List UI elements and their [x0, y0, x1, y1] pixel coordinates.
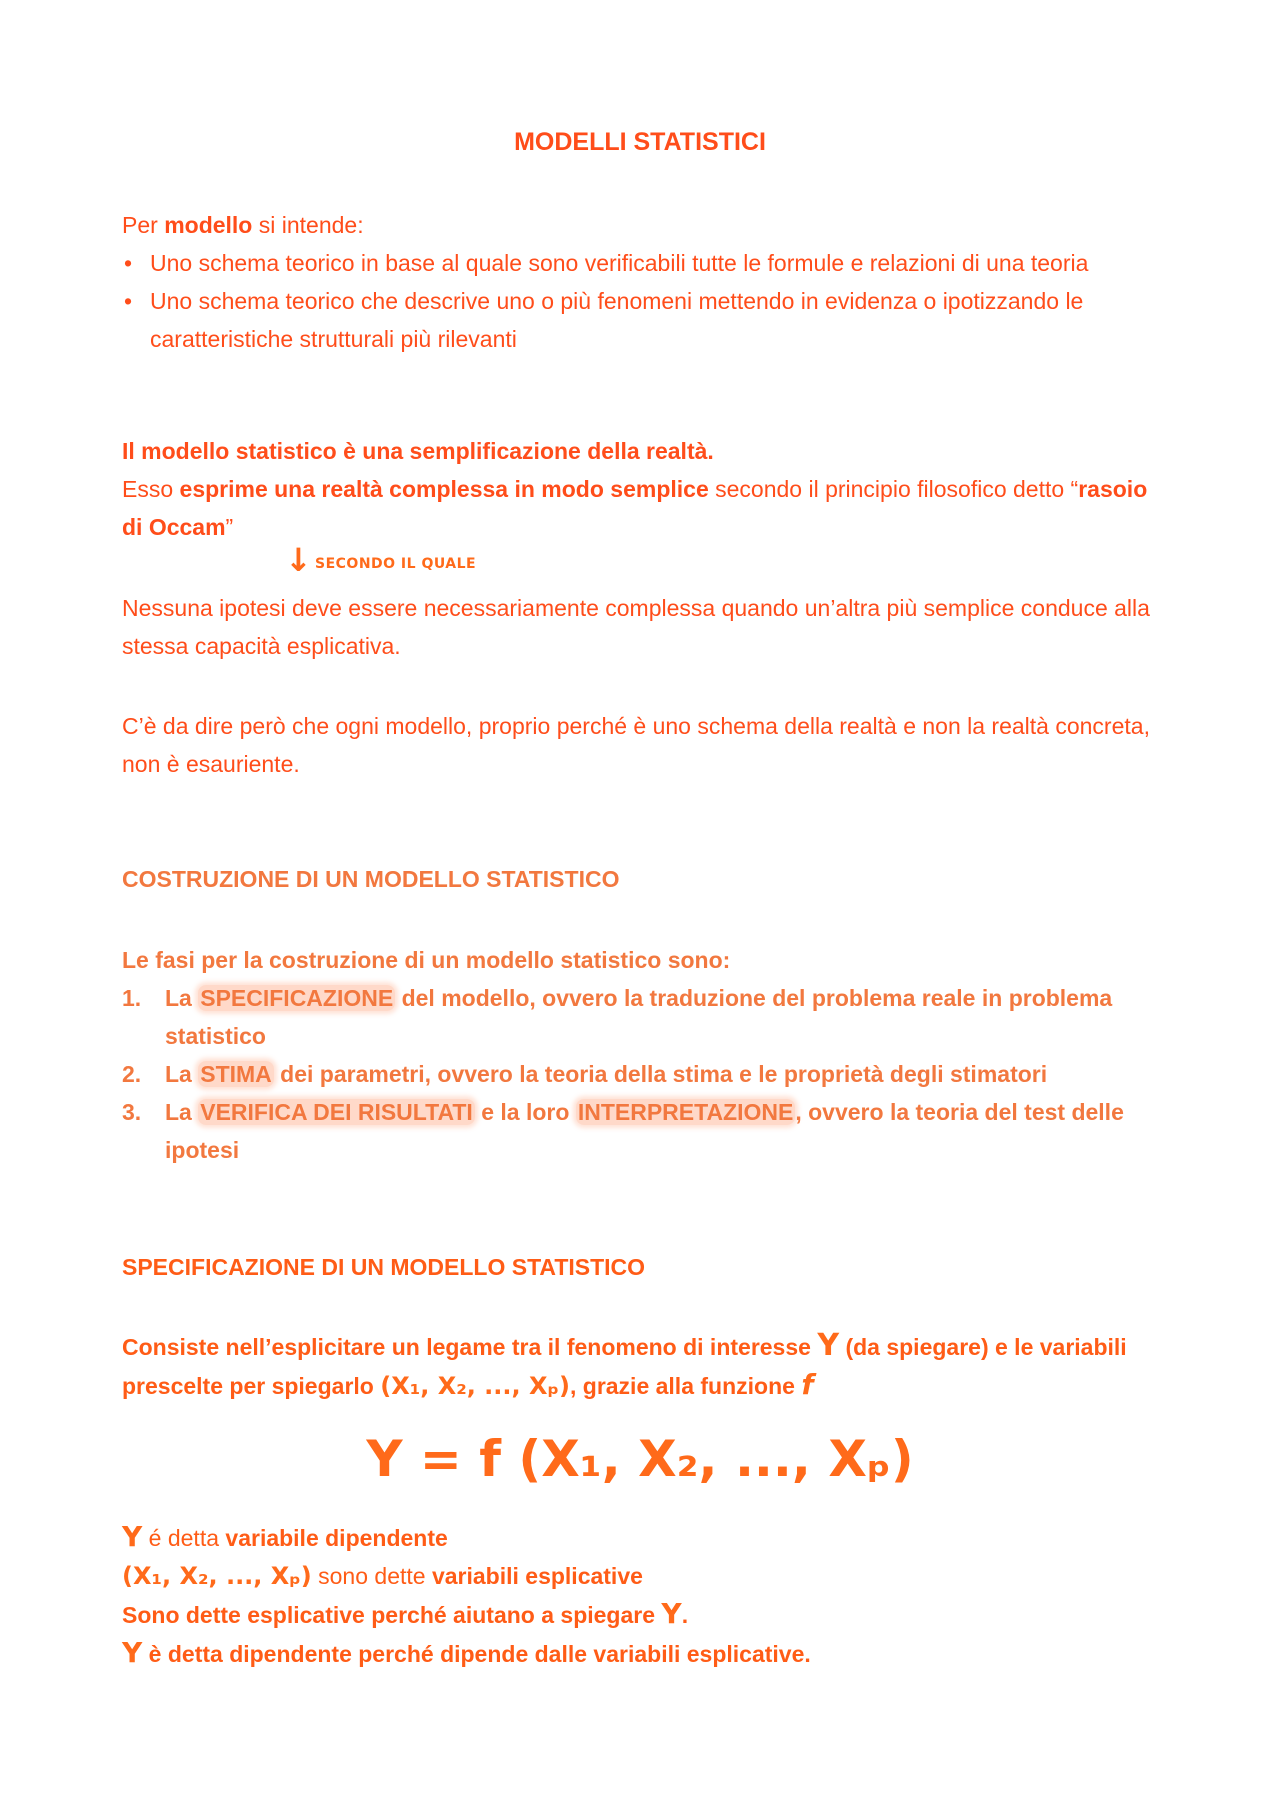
definition-line-3: [122, 1595, 1162, 1634]
bullet-item: • Uno schema teorico in base al quale sono verificabili tutte le formule e relazioni di una teoria: [122, 244, 1152, 282]
simplification-block: [122, 432, 1152, 546]
symbol-x-vars: (X₁, X₂, ..., Xₚ): [380, 1372, 570, 1400]
phase-text: e la loro: [474, 1099, 576, 1125]
down-arrow-icon: ↓: [285, 541, 312, 579]
model-formula: Y = f (X₁, X₂, ..., Xₚ): [366, 1430, 914, 1488]
phase-item-1: [122, 979, 1162, 1055]
annotation-note: SECONDO IL QUALE: [315, 556, 477, 572]
construction-intro: Le fasi per la costruzione di un modello statistico sono:: [122, 947, 731, 973]
symbol-x-vars: (X₁, X₂, ..., Xₚ): [122, 1562, 312, 1590]
simplification-text-2: secondo il principio filosofico detto “: [708, 476, 1079, 502]
phase-text: dei parametri, ovvero la teoria della stima e le proprietà degli stimatori: [273, 1061, 1048, 1087]
def-text: Sono dette esplicative perché aiutano a spiegare: [122, 1602, 662, 1628]
phase-text: La: [165, 1099, 199, 1125]
spec-text: Consiste nell’esplicitare un legame tra il fenomeno di interesse: [122, 1334, 818, 1360]
def-bold: variabile dipendente: [225, 1525, 448, 1551]
def-text: é detta: [142, 1525, 226, 1551]
intro-prefix: Per: [122, 212, 165, 238]
spec-text: (da spiegare) e le variabili prescelte per spiegarlo: [122, 1334, 1127, 1399]
simplification-text-3: ”: [225, 514, 234, 540]
definition-line-4: [122, 1634, 1162, 1673]
def-text: .: [681, 1602, 689, 1628]
symbol-f: f: [801, 1368, 814, 1401]
specification-paragraph: [122, 1327, 1162, 1405]
simplification-heading: Il modello statistico è una semplificazione della realtà.: [122, 438, 714, 464]
def-text: sono dette: [311, 1563, 432, 1589]
definitions-block: [122, 1518, 1162, 1673]
intro-block: [122, 206, 1152, 358]
phase-number: 3.: [122, 1099, 142, 1125]
symbol-y: Y: [122, 1520, 143, 1553]
specification-heading: SPECIFICAZIONE DI UN MODELLO STATISTICO: [122, 1254, 646, 1280]
phase-text: , ovvero la teoria del test delle ipotesi: [165, 1099, 1124, 1163]
phase-number: 1.: [122, 985, 142, 1011]
highlighted-term: VERIFICA DEI RISULTATI: [200, 1099, 473, 1125]
simplification-paragraph: [122, 470, 1152, 546]
construction-heading: COSTRUZIONE DI UN MODELLO STATISTICO: [122, 866, 620, 892]
highlighted-term: STIMA: [200, 1061, 272, 1087]
intro-suffix: si intende:: [252, 212, 364, 238]
symbol-y: Y: [661, 1597, 682, 1630]
highlighted-term: INTERPRETAZIONE: [577, 1099, 794, 1125]
spec-text: , grazie alla funzione: [569, 1373, 802, 1399]
definition-line-1: [122, 1518, 1162, 1557]
page-title: MODELLI STATISTICI: [514, 128, 766, 156]
caveat-paragraph: C’è da dire però che ogni modello, proprio perché è uno schema della realtà e non la realtà concreta, non è esauriente.: [122, 713, 1150, 777]
def-text: è detta dipendente perché dipende dalle variabili esplicative.: [142, 1641, 811, 1667]
phase-text: del modello, ovvero la traduzione del problema reale in problema statistico: [165, 985, 1113, 1049]
intro-line: [122, 206, 1152, 244]
simplification-bold-2: rasoio di Occam: [122, 476, 1148, 540]
def-bold: variabili esplicative: [431, 1563, 643, 1589]
simplification-text-1: Esso: [122, 476, 180, 502]
intro-bullet-list: [122, 244, 1152, 358]
symbol-y: Y: [817, 1328, 840, 1363]
symbol-y: Y: [122, 1636, 143, 1669]
phase-text: La: [165, 985, 199, 1011]
phase-item-3: [122, 1093, 1162, 1169]
occam-paragraph: Nessuna ipotesi deve essere necessariamente complessa quando un’altra più semplice conduce alla stessa capacità esplicativa.: [122, 595, 1150, 659]
phase-text: La: [165, 1061, 199, 1087]
definition-line-2: [122, 1557, 1162, 1595]
phase-number: 2.: [122, 1061, 142, 1087]
phase-item-2: [122, 1055, 1162, 1093]
bullet-item: • Uno schema teorico che descrive uno o più fenomeni mettendo in evidenza o ipotizzando le caratteristiche strutturali più rilevanti: [122, 282, 1152, 358]
construction-block: [122, 941, 1162, 1169]
intro-bold: modello: [164, 212, 253, 238]
highlighted-term: SPECIFICAZIONE: [200, 985, 394, 1011]
simplification-bold-1: esprime una realtà complessa in modo semplice: [179, 476, 709, 502]
